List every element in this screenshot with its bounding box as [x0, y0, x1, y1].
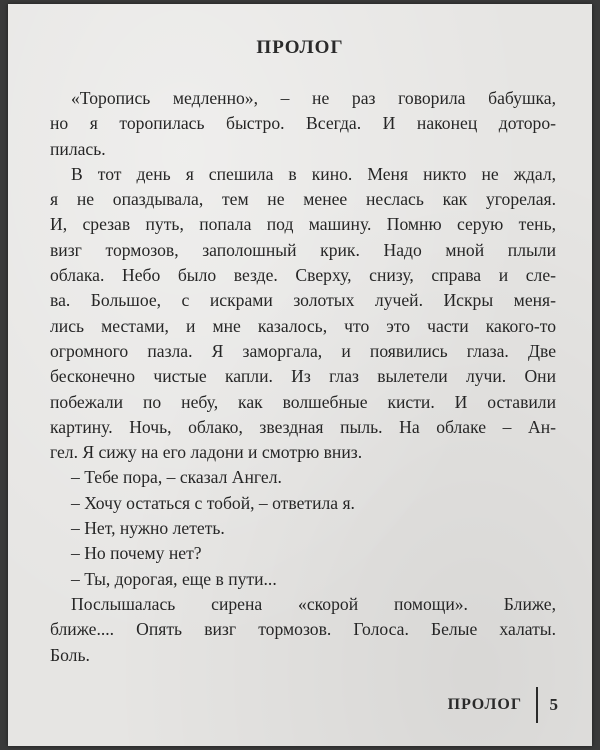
dialogue-line: – Хочу остаться с тобой, – ответила я. — [71, 492, 355, 513]
text-line: визг тормозов, заполошный крик. Надо мной плыли — [50, 239, 556, 260]
dialogue-line: – Нет, нужно лететь. — [71, 518, 225, 539]
text-line: но я торопилась быстро. Всегда. И наконец доторо- — [50, 113, 556, 134]
text-line: гел. Я сижу на его ладони и смотрю вниз. — [50, 442, 363, 463]
text-line: я не опаздывала, тем не менее неслась как угорелая. — [50, 189, 556, 210]
text-line: Боль. — [50, 644, 90, 665]
text-line: облака. Небо было везде. Сверху, снизу, справа и сле- — [50, 265, 556, 286]
text-line: лись местами, и мне казалось, что это части какого-то — [50, 315, 556, 336]
page-number: 5 — [549, 695, 558, 714]
text-line: побежали по небу, как волшебные кисти. И оставили — [50, 391, 556, 412]
dialogue-line: – Ты, дорогая, еще в пути... — [71, 568, 277, 589]
text-line: ближе.... Опять визг тормозов. Голоса. Белые халаты. — [50, 619, 556, 640]
chapter-title: ПРОЛОГ — [256, 37, 344, 58]
text-line: Послышалась сирена «скорой помощи». Ближе, — [71, 593, 556, 614]
book-page — [8, 4, 592, 746]
body-text — [50, 86, 556, 668]
text-line: огромного пазла. Я заморгала, и появились глаза. Две — [50, 340, 556, 361]
text-line: И, срезав путь, попала под машину. Помню серую тень, — [50, 214, 556, 235]
text-line: бесконечно чистые капли. Из глаз вылетели лучи. Они — [50, 366, 556, 387]
footer-divider — [536, 687, 538, 723]
text-line: пилась. — [50, 138, 106, 159]
text-line: картину. Ночь, облако, звездная пыль. На облаке – Ан- — [50, 416, 556, 437]
text-line: ва. Большое, с искрами золотых лучей. Искры меня- — [50, 290, 556, 311]
text-line: В тот день я спешила в кино. Меня никто не ждал, — [71, 163, 556, 184]
dialogue-line: – Но почему нет? — [71, 543, 202, 564]
text-line: «Торопись медленно», – не раз говорила бабушка, — [71, 88, 556, 108]
dialogue-line: – Тебе пора, – сказал Ангел. — [71, 467, 282, 488]
page-footer — [448, 687, 558, 723]
running-title: ПРОЛОГ — [447, 696, 522, 713]
